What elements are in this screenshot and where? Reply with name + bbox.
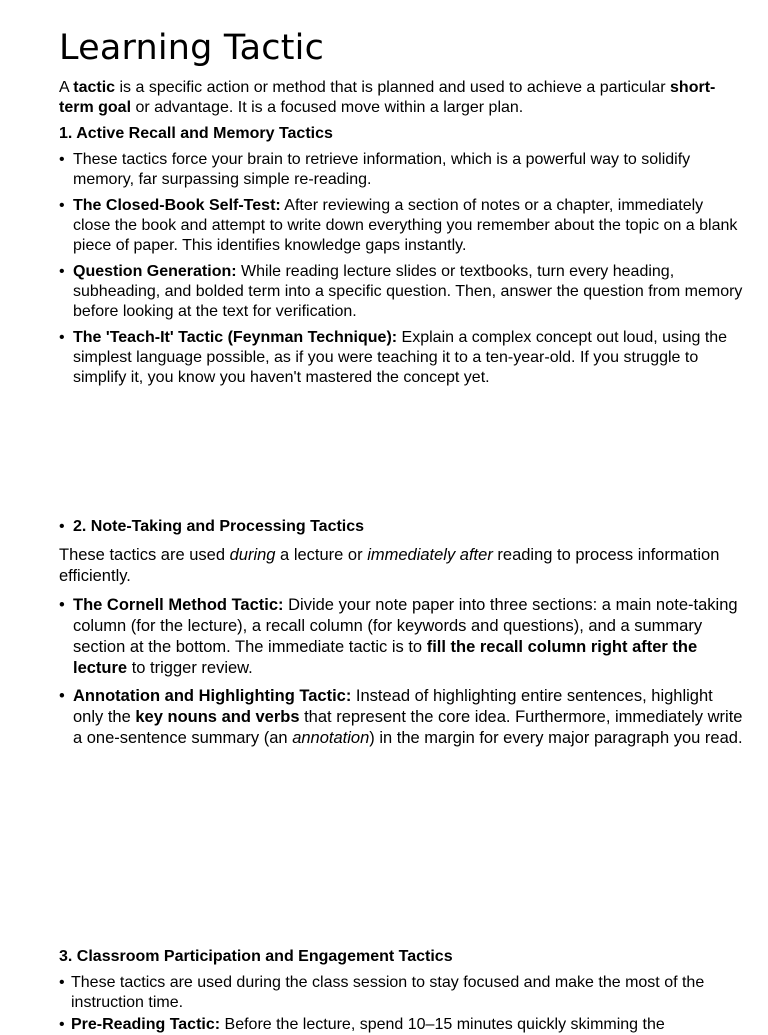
section2-intro-text: a lecture or xyxy=(275,546,368,564)
section2-item-annotation xyxy=(59,686,744,749)
section3-heading: 3. Classroom Participation and Engagement Tactics xyxy=(59,948,453,965)
section1-heading: 1. Active Recall and Memory Tactics xyxy=(59,125,333,142)
intro-text: or advantage. It is a focused move within a larger plan. xyxy=(131,99,524,116)
list-item-text: While reading lecture slides or textbooks, turn every heading, subheading, and bolded term into a specific question. Then, answer the question from memory before looking at the text for verification. xyxy=(73,263,743,320)
bullet-icon: • xyxy=(59,974,65,991)
list-item-text: Before the lecture, spend 10–15 minutes quickly skimming the xyxy=(220,1016,665,1033)
list-item-text: that represent the core idea. Furthermore, immediately write a one-sentence summary (an xyxy=(73,708,743,747)
section2-intro-emphasis: during xyxy=(229,546,276,564)
section2-heading-item xyxy=(59,517,744,537)
list-item-text: These tactics force your brain to retrieve information, which is a powerful way to solidify memory, far surpassing simple re-reading. xyxy=(73,151,691,188)
intro-text: A xyxy=(59,79,74,96)
bullet-icon: • xyxy=(59,263,65,280)
section2-intro-emphasis: immediately after xyxy=(367,546,493,564)
list-item-emphasis: key nouns and verbs xyxy=(135,708,300,726)
bullet-icon: • xyxy=(59,197,65,214)
intro-term-tactic: tactic xyxy=(73,79,116,96)
list-item-term: The 'Teach-It' Tactic (Feynman Technique): xyxy=(73,329,398,346)
list-item-text: to trigger review. xyxy=(127,659,253,677)
list-item-text: Explain a complex concept out loud, using the simplest language possible, as if you were teaching it to a ten-year-old. If you struggle to simplify it, you know you haven't mastered the concept yet. xyxy=(73,329,728,386)
list-item-text: ) in the margin for every major paragraph you read. xyxy=(369,729,743,747)
section2-heading: 2. Note-Taking and Processing Tactics xyxy=(73,518,365,535)
list-item-text: Divide your note paper into three sections: a main note-taking column (for the lecture), a recall column (for keywords and questions), and a summary section at the bottom. The immediate tactic is to xyxy=(73,596,738,656)
list-item-text: Instead of highlighting entire sentences, highlight only the xyxy=(73,687,713,726)
list-item-term: Pre-Reading Tactic: xyxy=(71,1016,221,1033)
list-item-term: The Closed-Book Self-Test: xyxy=(73,197,281,214)
list-item-term: Question Generation: xyxy=(73,263,237,280)
section2-item-cornell xyxy=(59,595,744,679)
intro-text: is a specific action or method that is planned and used to achieve a particular xyxy=(115,79,671,96)
section2-intro-text: These tactics are used xyxy=(59,546,230,564)
list-item-term: Annotation and Highlighting Tactic: xyxy=(73,687,352,705)
bullet-icon: • xyxy=(59,687,65,705)
bullet-icon: • xyxy=(59,596,65,614)
list-item-text: After reviewing a section of notes or a chapter, immediately close the book and attempt to write down everything you remember about the topic on a blank piece of paper. This identifies knowledge gaps instantly. xyxy=(73,197,738,254)
section1-item-teach-it xyxy=(59,328,744,388)
intro-term-short-term-goal: short-term goal xyxy=(59,79,716,116)
list-item-emphasis: fill the recall column right after the lecture xyxy=(73,638,698,677)
section3-item-pre-reading xyxy=(59,1015,744,1035)
section1-item-question-generation xyxy=(59,262,744,322)
section2-intro-text: reading to process information efficiently. xyxy=(59,546,720,585)
section2-intro xyxy=(59,545,749,587)
list-item-term: The Cornell Method Tactic: xyxy=(73,596,284,614)
bullet-icon: • xyxy=(59,518,65,535)
bullet-icon: • xyxy=(59,1016,65,1033)
section3-item-intro xyxy=(59,973,744,1013)
list-item-italic: annotation xyxy=(292,729,370,747)
intro-paragraph xyxy=(59,78,749,118)
list-item-text: These tactics are used during the class session to stay focused and make the most of the instruction time. xyxy=(71,974,705,1011)
bullet-icon: • xyxy=(59,151,65,168)
section1-item-closed-book xyxy=(59,196,744,256)
page-title: Learning Tactic xyxy=(59,28,325,68)
section1-item-intro xyxy=(59,150,744,190)
bullet-icon: • xyxy=(59,329,65,346)
